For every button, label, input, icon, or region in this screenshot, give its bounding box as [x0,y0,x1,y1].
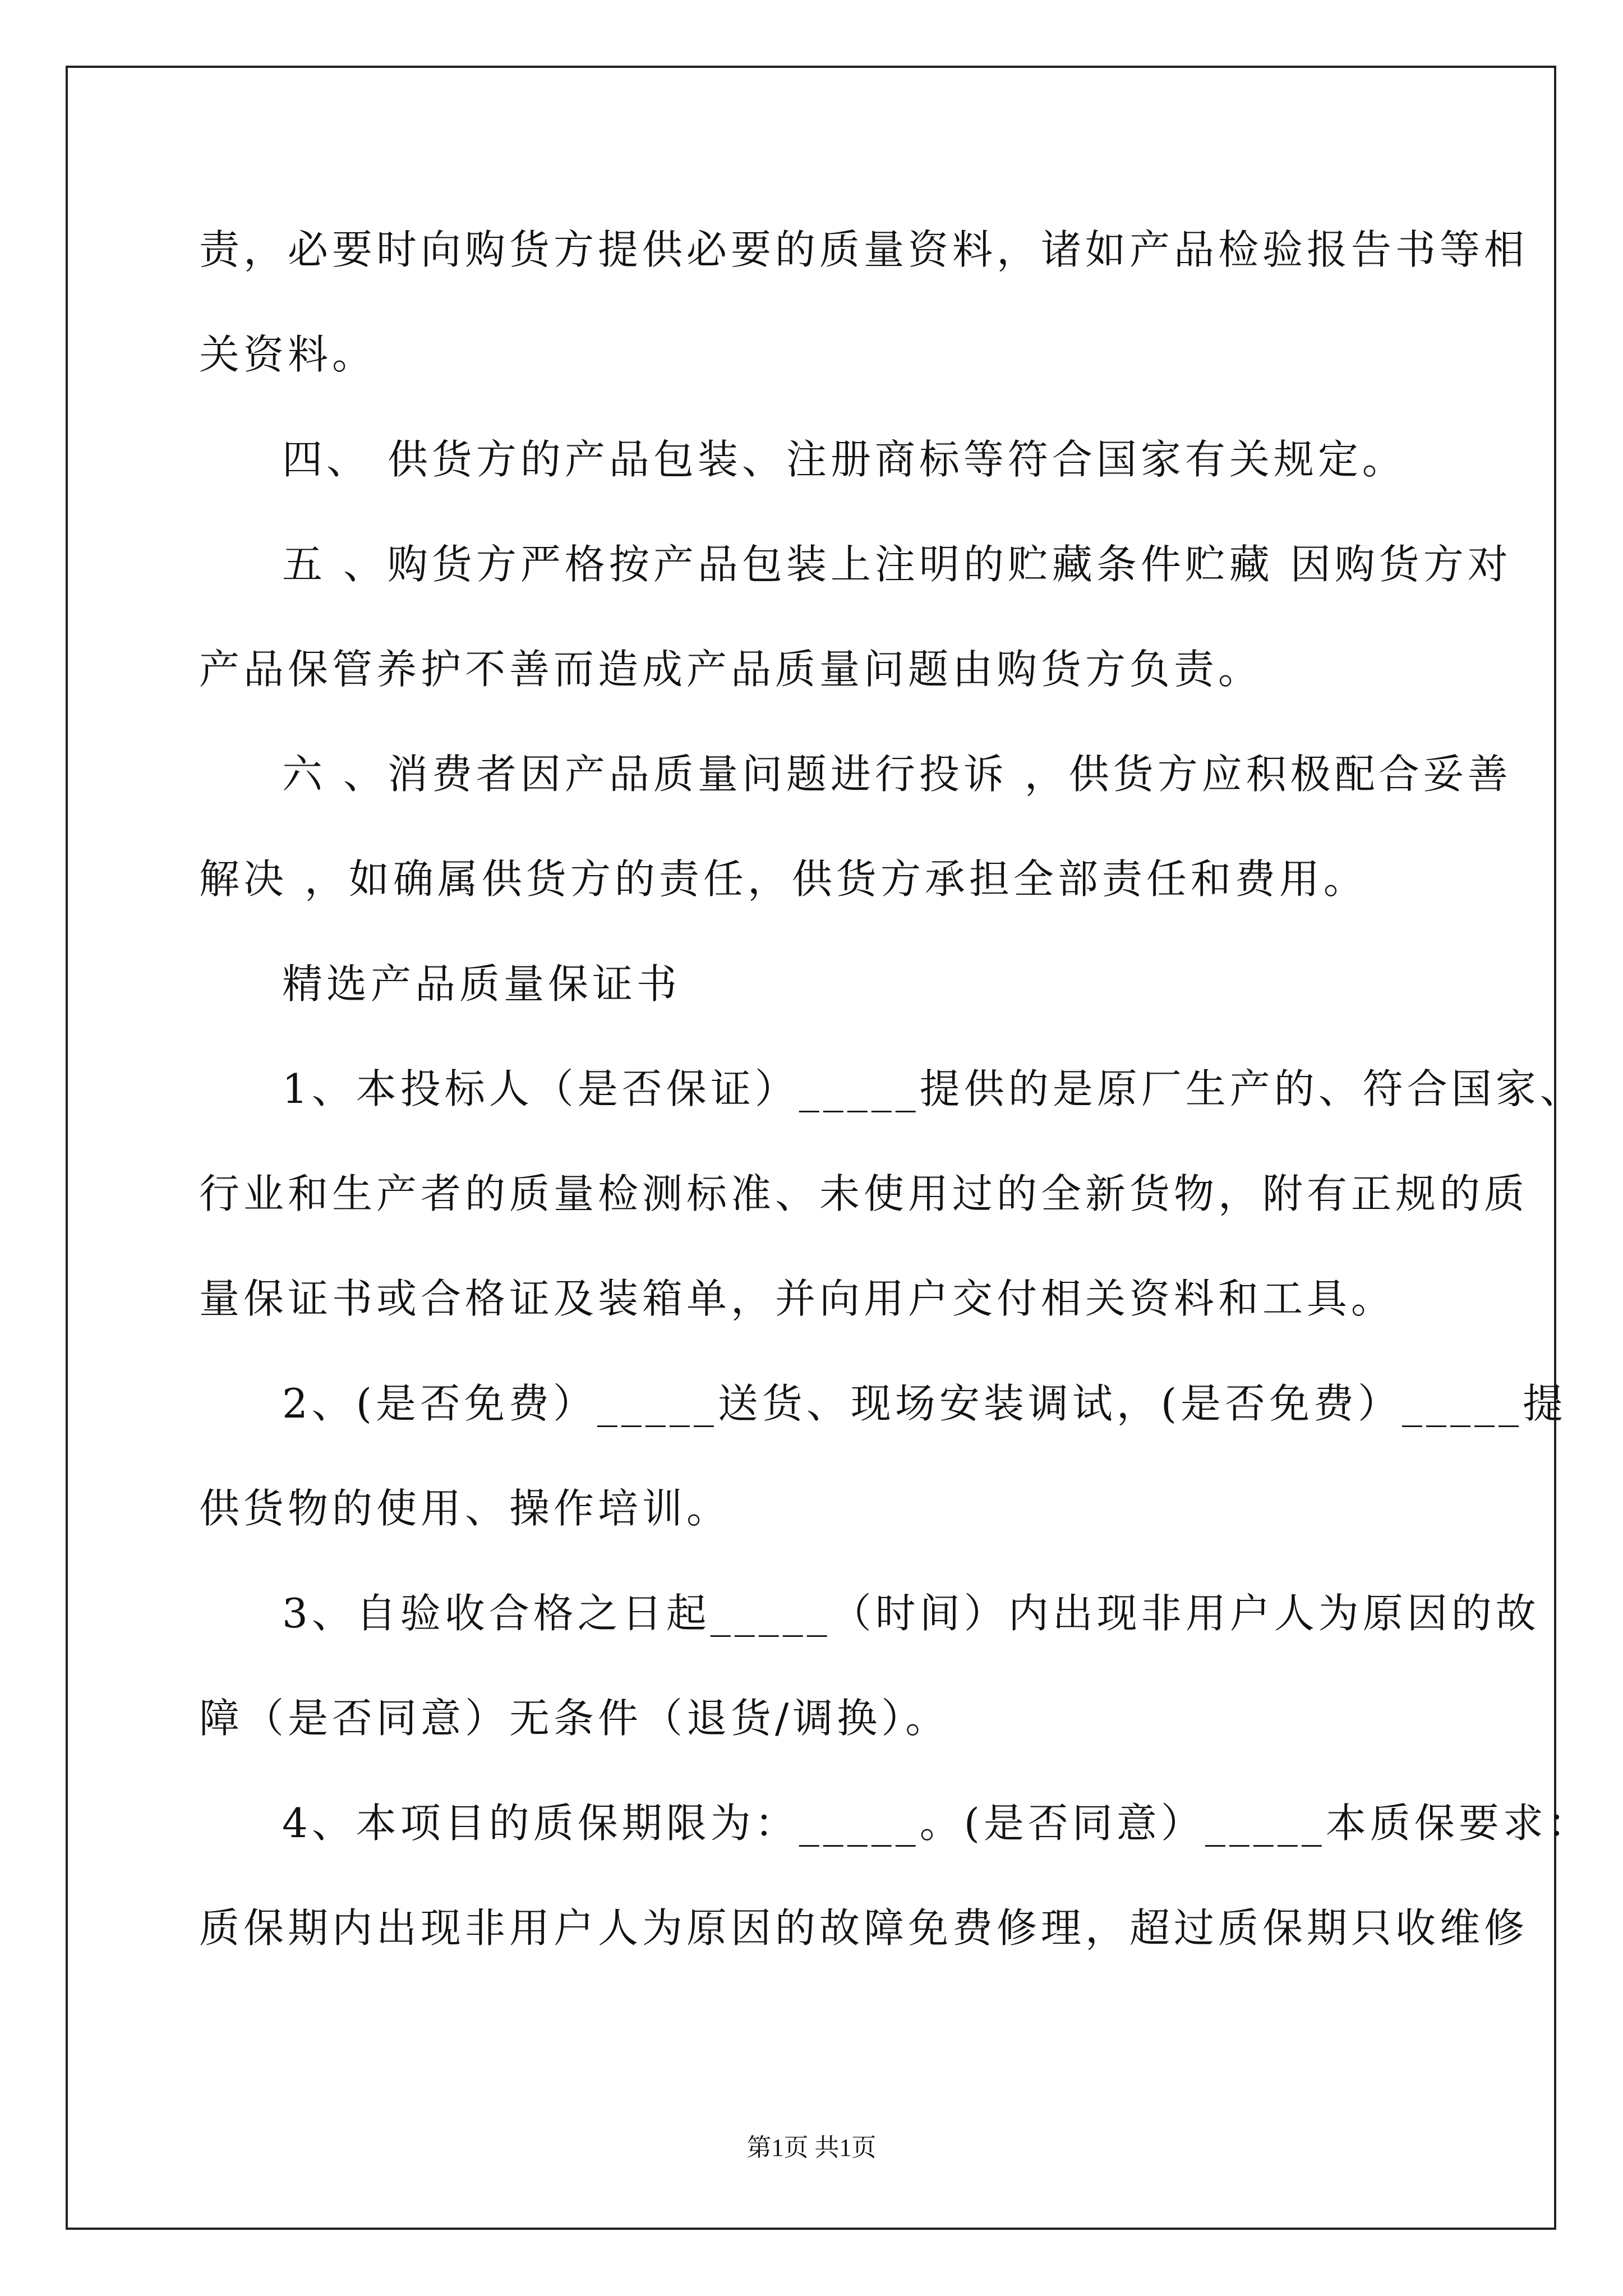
text-line: 解决 ，如确属供货方的责任，供货方承担全部责任和费用。 [199,855,1368,903]
text-line: 障（是否同意）无条件（退货/调换）。 [199,1695,950,1742]
text-line: 2、(是否免费）_____送货、现场安装调试，(是否免费）_____提 [282,1380,1567,1427]
text-line: 1、本投标人（是否保证）_____提供的是原厂生产的、符合国家、 [282,1065,1584,1112]
text-line: 责，必要时向购货方提供必要的质量资料，诸如产品检验报告书等相 [199,226,1529,273]
text-line: 产品保管养护不善而造成产品质量问题由购货方负责。 [199,646,1263,693]
text-line: 行业和生产者的质量检测标准、未使用过的全新货物，附有正规的质 [199,1170,1529,1217]
text-line: 量保证书或合格证及装箱单，并向用户交付相关资料和工具。 [199,1275,1396,1322]
text-line: 3、自验收合格之日起_____（时间）内出现非用户人为原因的故 [282,1590,1540,1637]
document-body [199,213,1592,1996]
text-line: 六 、消费者因产品质量问题进行投诉 ，供货方应积极配合妥善 [282,751,1512,798]
text-line: 供货物的使用、操作培训。 [199,1485,731,1532]
text-line: 4、本项目的质保期限为：_____。(是否同意）_____本质保要求： [282,1800,1592,1847]
text-line: 五 、购货方严格按产品包装上注明的贮藏条件贮藏 因购货方对 [282,541,1512,588]
section-heading: 精选产品质量保证书 [282,960,681,1007]
page-number-footer: 第1页 共1页 [746,2134,877,2161]
text-line: 关资料。 [199,331,377,378]
text-line: 质保期内出现非用户人为原因的故障免费修理，超过质保期只收维修 [199,1904,1529,1952]
text-line: 四、 供货方的产品包装、注册商标等符合国家有关规定。 [282,436,1407,483]
